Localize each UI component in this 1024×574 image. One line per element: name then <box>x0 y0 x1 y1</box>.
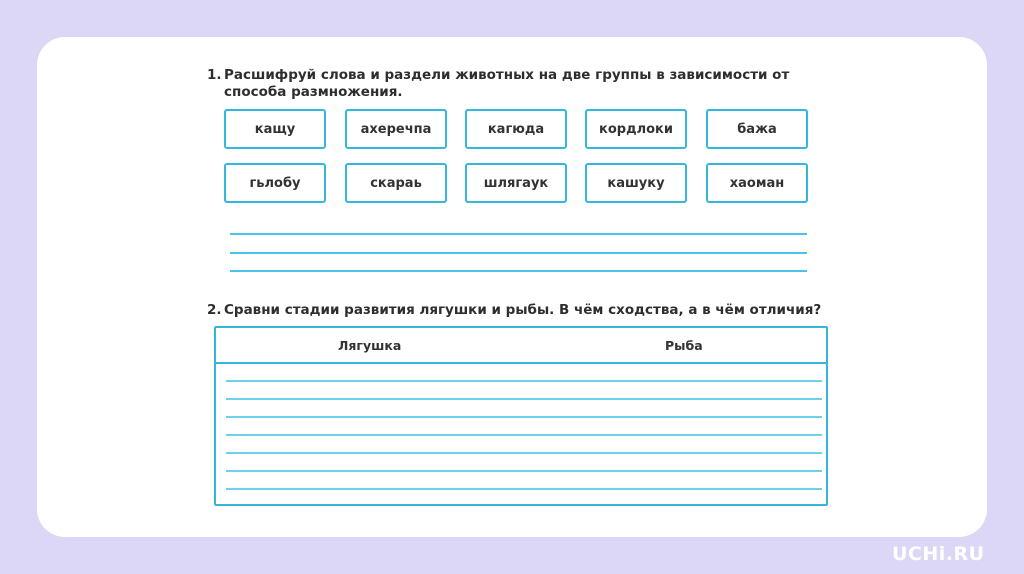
comparison-table <box>214 326 828 506</box>
task-2-title <box>207 302 827 319</box>
table-answer-line[interactable] <box>226 416 822 418</box>
table-answer-line[interactable] <box>226 452 822 454</box>
answer-line[interactable] <box>230 270 807 272</box>
table-answer-line[interactable] <box>226 434 822 436</box>
word-box: кашуку <box>585 163 687 203</box>
word-box: бажа <box>706 109 808 149</box>
task-2-number: 2. <box>207 302 222 318</box>
word-box: кагюда <box>465 109 567 149</box>
brand-logo: UCHi.RU <box>892 543 985 565</box>
column-header-fish: Рыба <box>665 338 703 353</box>
task-2-text: Сравни стадии развития лягушки и рыбы. В чём сходства, а в чём отличия? <box>224 302 822 318</box>
word-box: скараь <box>345 163 447 203</box>
table-answer-line[interactable] <box>226 488 822 490</box>
table-header <box>216 328 826 364</box>
word-box: шлягаук <box>465 163 567 203</box>
column-header-frog: Лягушка <box>338 338 402 353</box>
word-box: ахеречпа <box>345 109 447 149</box>
table-answer-line[interactable] <box>226 398 822 400</box>
word-box: хаоман <box>706 163 808 203</box>
word-box: кащу <box>224 109 326 149</box>
task-1-text: Расшифруй слова и раздели животных на две группы в зависимости от способа размножения. <box>224 67 790 100</box>
answer-line[interactable] <box>230 252 807 254</box>
task-1-title <box>207 67 827 101</box>
table-answer-line[interactable] <box>226 470 822 472</box>
table-answer-line[interactable] <box>226 380 822 382</box>
word-box: кордлоки <box>585 109 687 149</box>
task-1-number: 1. <box>207 67 222 83</box>
word-box: гьлобу <box>224 163 326 203</box>
answer-line[interactable] <box>230 233 807 235</box>
